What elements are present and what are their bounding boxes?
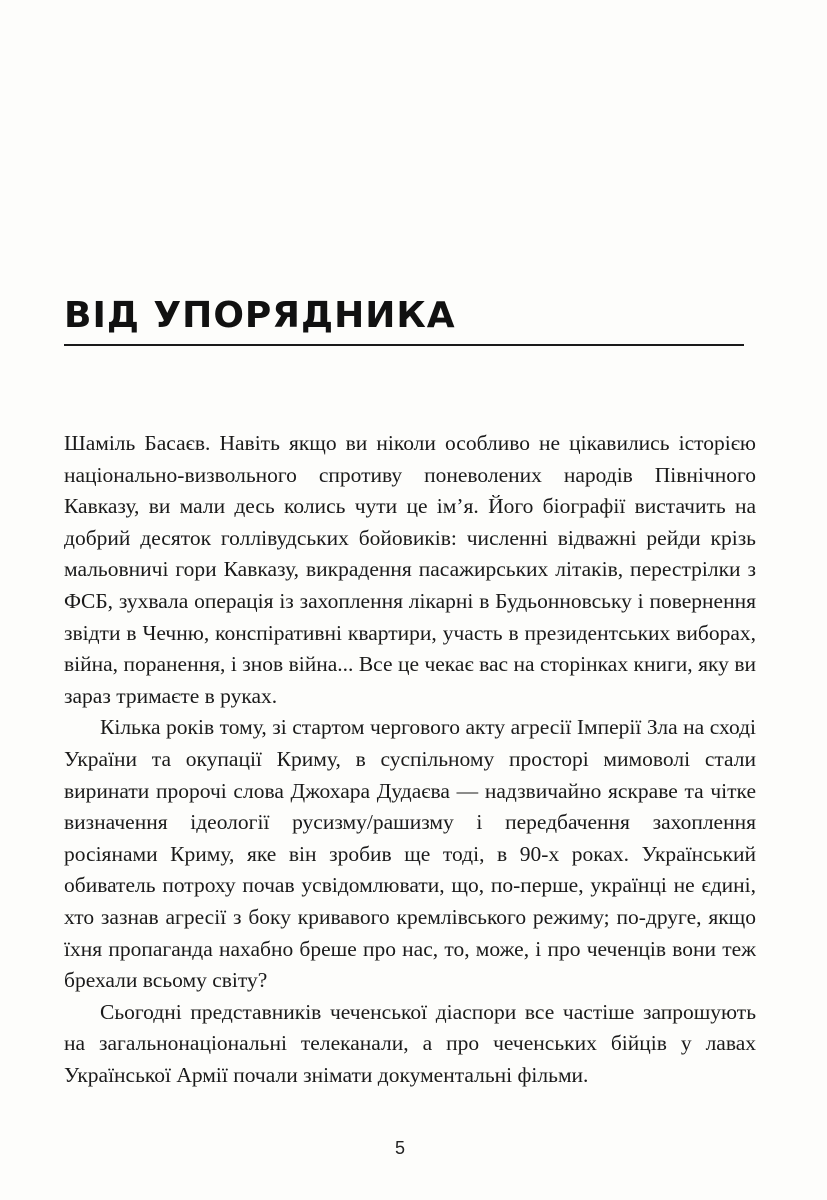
body-text: [64, 428, 756, 1091]
page-number: 5: [394, 1138, 405, 1158]
paragraph-1: Шаміль Басаєв. Навіть якщо ви ніколи особливо не цікавились історією національно-визвольного спротиву поневолених народів Північного Кавказу, ви мали десь колись чути це ім’я. Його біографії вистачить на добрий десяток голлівудських бойовиків: численні відважні рейди крізь мальовничі гори Кавказу, викрадення пасажирських літаків, перестрілки з ФСБ, зухвала операція із захоплення лікарні в Будьонновську і повернення звідти в Чечню, конспіративні квартири, участь в президентських виборах, війна, поранення, і знов війна... Все це чекає вас на сторінках книги, яку ви зараз тримаєте в руках.: [64, 431, 756, 708]
heading-underline: [64, 344, 744, 346]
paragraph-3: Сьогодні представників чеченської діаспори все частіше запрошують на загальнонаціональні телеканали, а про чеченських бійців у лавах Української Армії почали знімати документальні фільми.: [64, 999, 756, 1087]
paragraph-2: Кілька років тому, зі стартом чергового акту агресії Імперії Зла на сході України та окупації Криму, в суспільному просторі мимоволі стали виринати пророчі слова Джохара Дудаєва — надзвичайно яскраве та чітке визначення ідеології русизму/рашизму і передбачення захоплення росіянами Криму, яке він зробив ще тоді, в 90-х роках. Український обиватель потроху почав усвідомлювати, що, по-перше, українці не єдині, хто зазнав агресії з боку кривавого кремлівського режиму; по-друге, якщо їхня пропаганда нахабно бреше про нас, то, може, і про чеченців вони теж брехали всьому світу?: [64, 715, 756, 993]
chapter-heading: ВІД УПОРЯДНИКА: [64, 295, 456, 336]
